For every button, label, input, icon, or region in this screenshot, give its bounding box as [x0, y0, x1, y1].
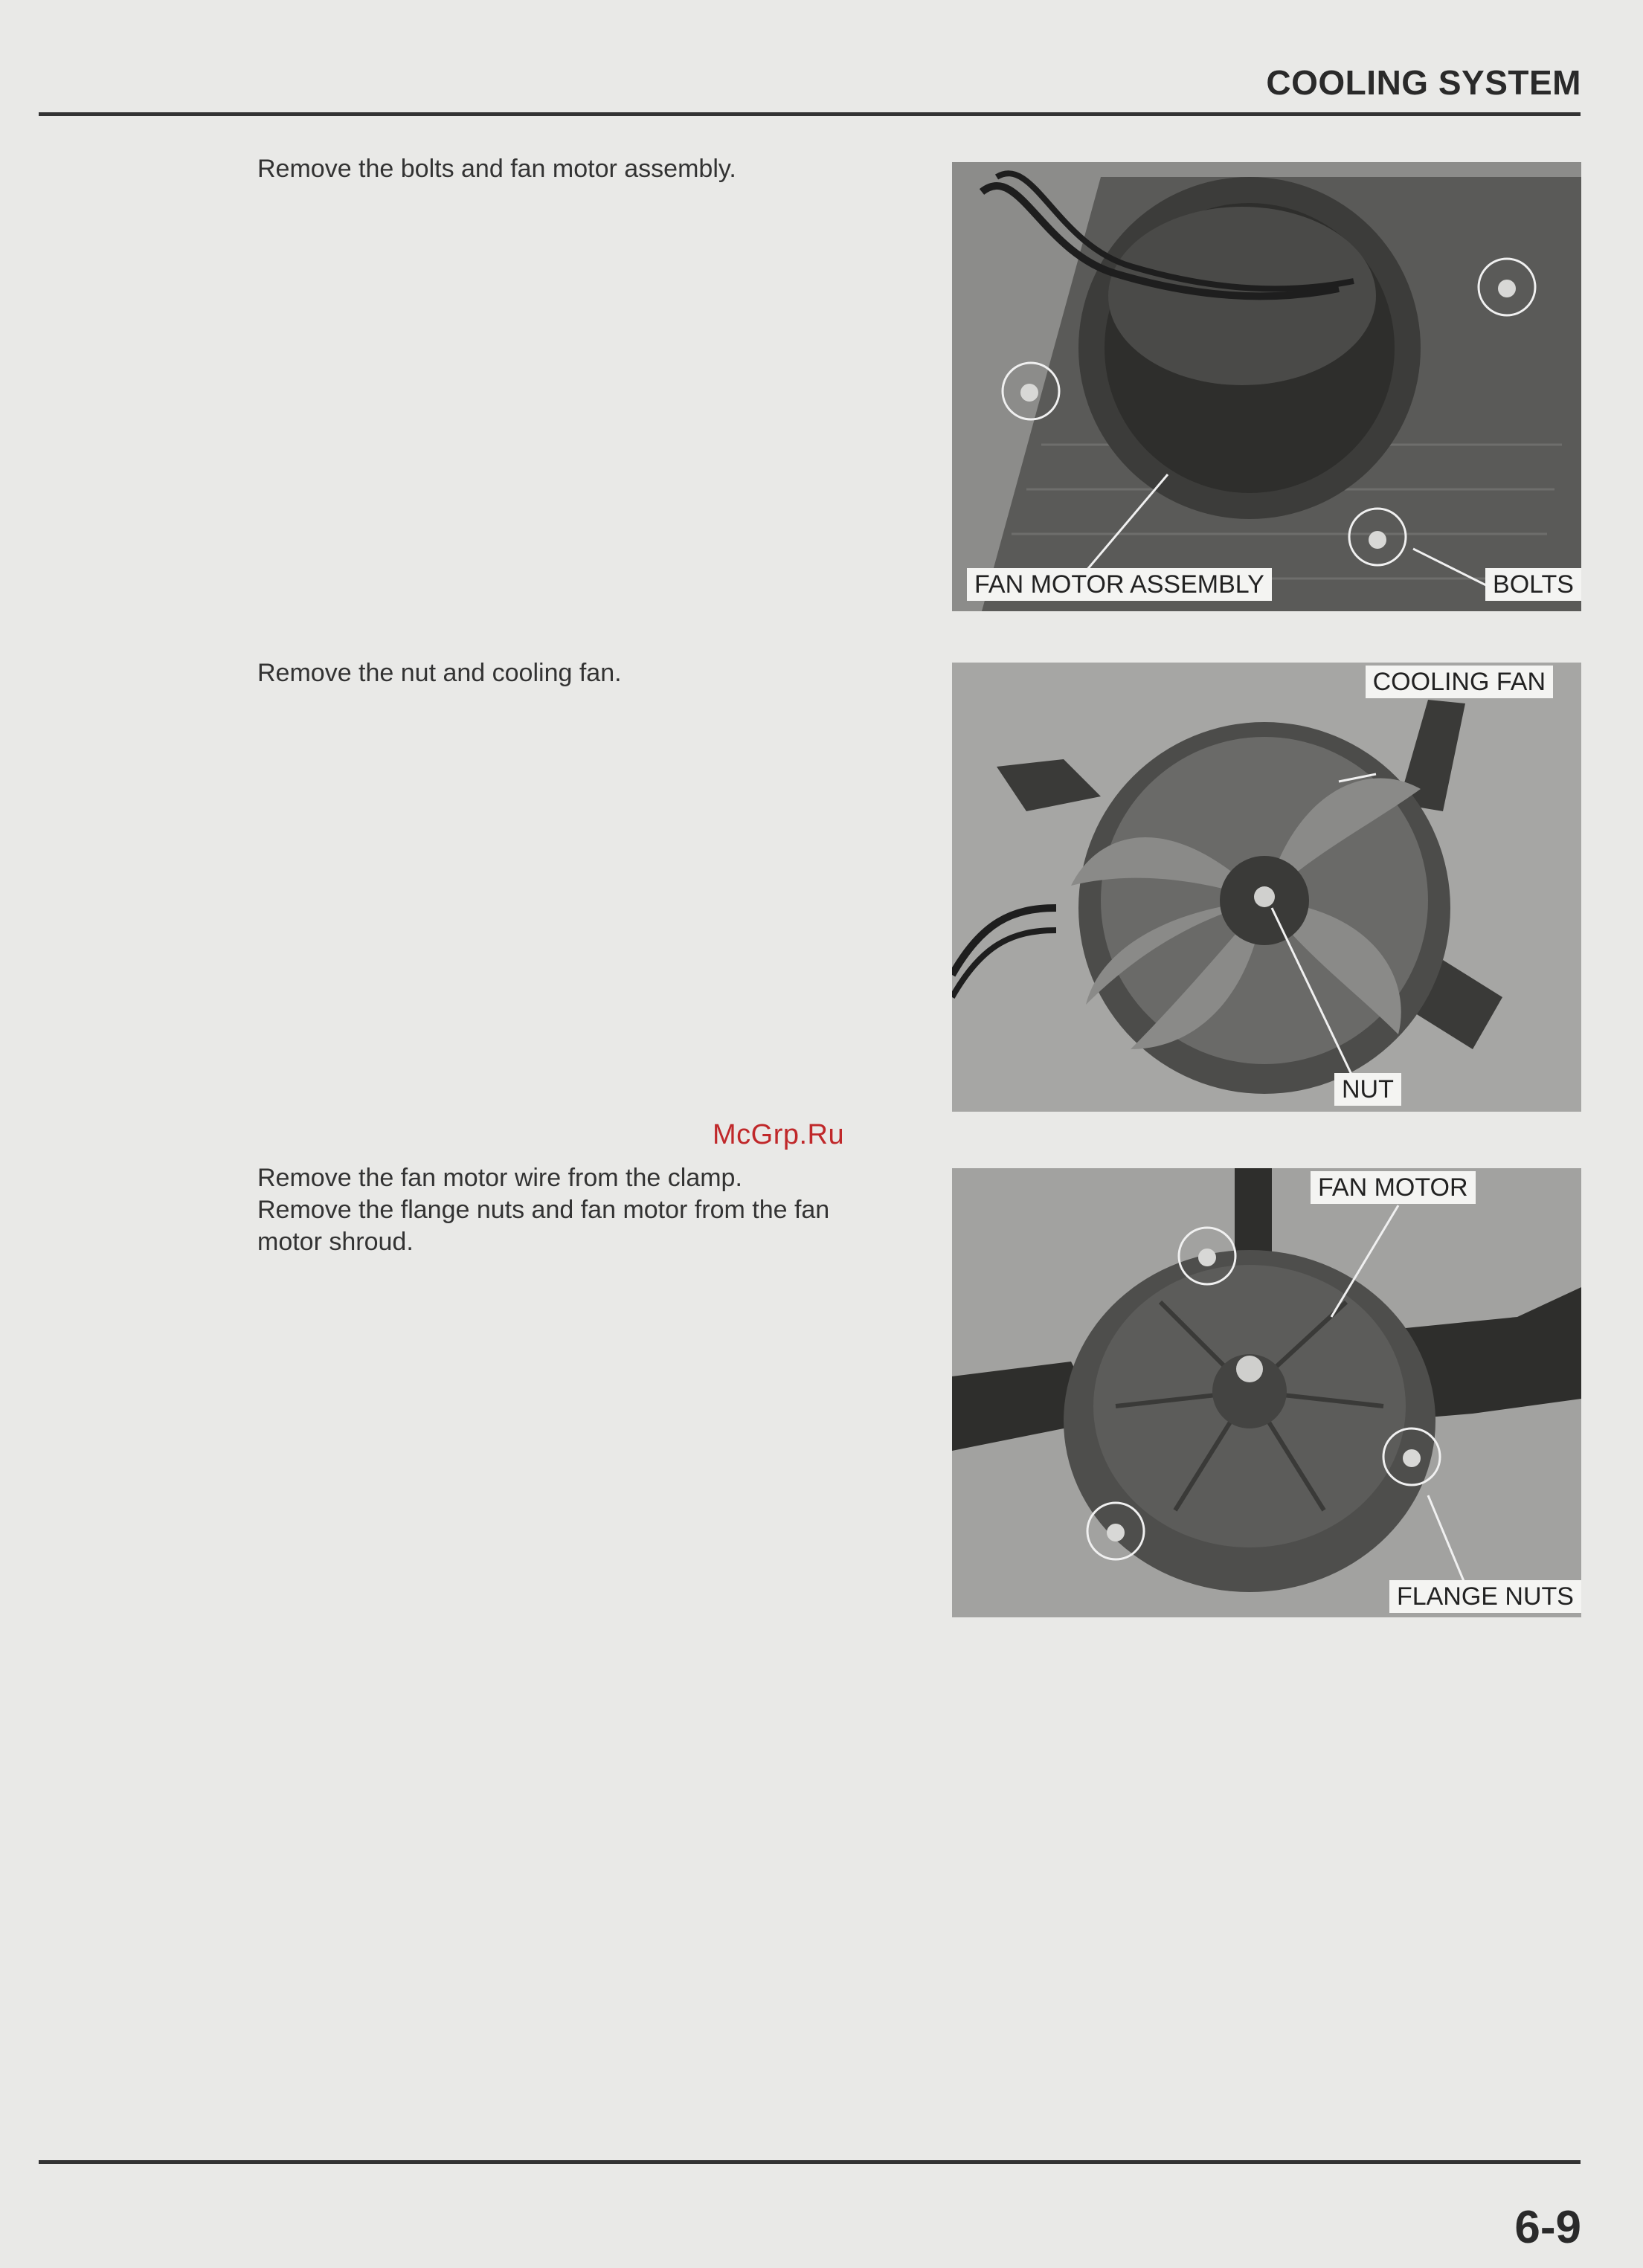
- page-number: 6-9: [1514, 2202, 1581, 2253]
- header-rule: [39, 112, 1581, 116]
- step-3-text: [257, 1162, 927, 1258]
- callout-fan-motor-assembly: FAN MOTOR ASSEMBLY: [967, 568, 1272, 601]
- photo-cooling-fan: [952, 663, 1581, 1112]
- step-2-text: [257, 657, 927, 689]
- step-3-line: motor shroud.: [257, 1228, 414, 1256]
- page-title: COOLING SYSTEM: [1266, 63, 1581, 102]
- step-3-line: Remove the fan motor wire from the clamp.: [257, 1164, 742, 1192]
- step-2-line: Remove the nut and cooling fan.: [257, 659, 622, 687]
- step-1-line: Remove the bolts and fan motor assembly.: [257, 155, 736, 183]
- callout-flange-nuts: FLANGE NUTS: [1389, 1580, 1581, 1613]
- callout-nut: NUT: [1334, 1073, 1401, 1106]
- photo-fan-motor-assembly: [952, 162, 1581, 611]
- callout-fan-motor: FAN MOTOR: [1311, 1171, 1476, 1204]
- footer-rule: [39, 2160, 1581, 2164]
- step-1-text: [257, 153, 927, 185]
- callout-cooling-fan: COOLING FAN: [1366, 666, 1553, 698]
- step-3-line: Remove the flange nuts and fan motor from the fan: [257, 1196, 830, 1224]
- photo-fan-motor: [952, 1168, 1581, 1617]
- callout-bolts: BOLTS: [1485, 568, 1581, 601]
- watermark: McGrp.Ru: [713, 1119, 845, 1150]
